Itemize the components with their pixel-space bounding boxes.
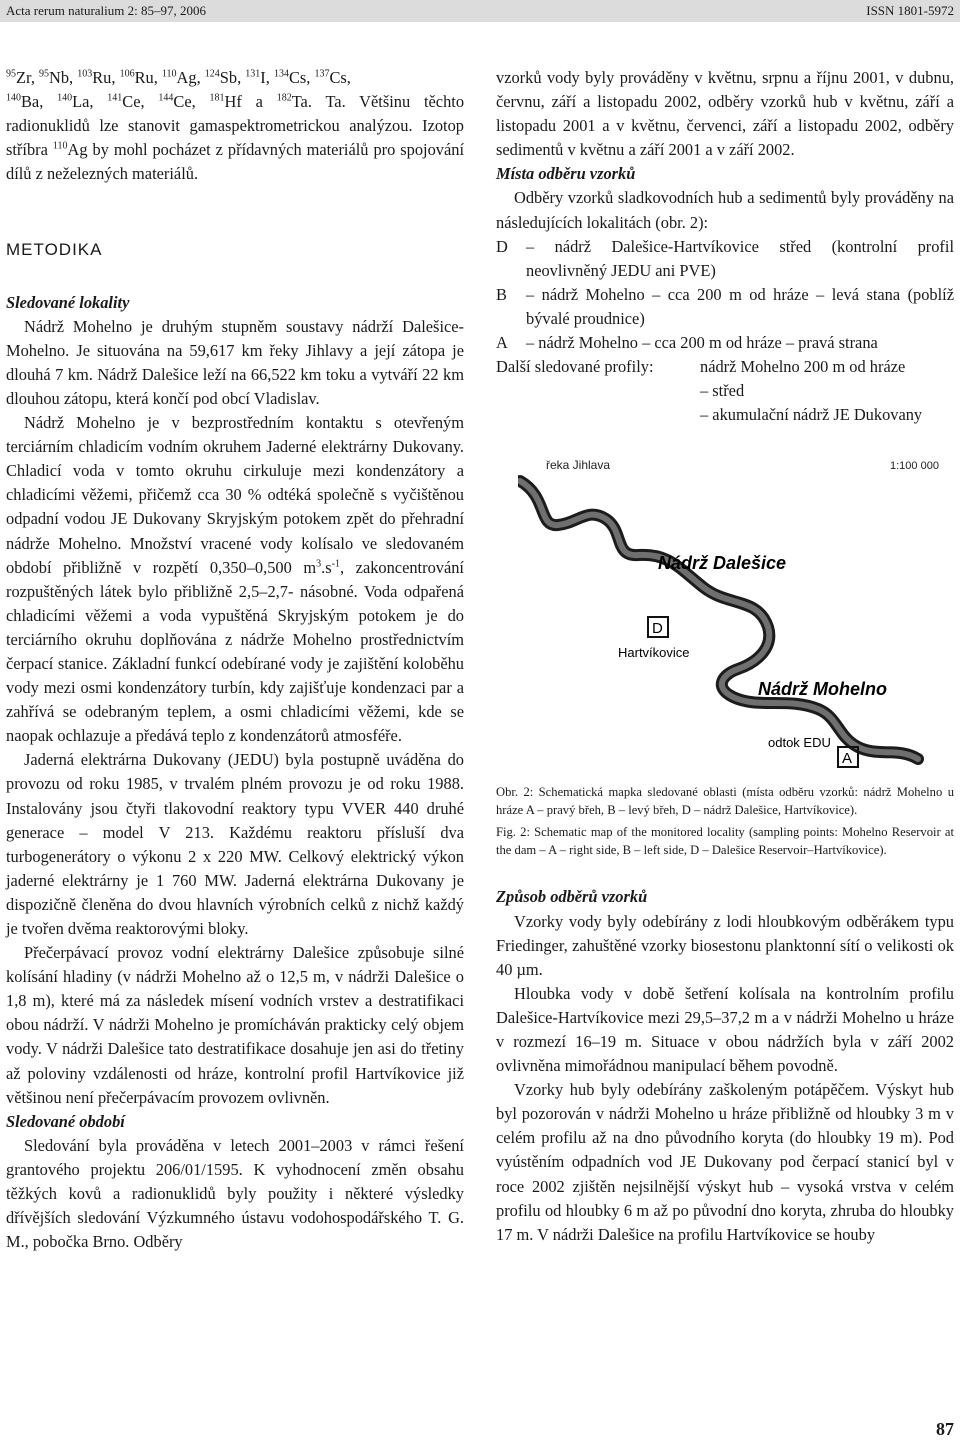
isotope-list-2 <box>6 92 312 111</box>
subheading-sampling-places: Místa odběru vzorků <box>496 164 636 184</box>
caption-en: Fig. 2: Schematic map of the monitored locality (sampling points: Mohelno Reservoir at the dam – A – right side, B – left side, D – Dalešice Reservoir–Hartvíkovice). <box>496 825 954 858</box>
subheading-period: Sledované období <box>6 1111 125 1131</box>
other-profiles: Další sledované profily: nádrž Mohelno 200 m od hráze – střed – akumulační nádrž JE Dukovany <box>496 357 923 425</box>
paragraph-water-sampling: Vzorky vody byly odebírány z lodi hloubkovým odběrákem typu Friedinger, zahuštěné vzorky biosestonu planktonní sítí o velikosti ok 40 µm. <box>496 911 954 979</box>
site-list <box>496 235 954 355</box>
label-dalesice: Nádrž Dalešice <box>658 553 787 574</box>
isotope: $^{131}$I, <box>245 68 274 87</box>
schematic-map <box>518 447 954 783</box>
isotope: $^{110}$Ag, <box>161 68 205 87</box>
page-number: 87 <box>936 1419 954 1439</box>
running-header <box>0 0 960 22</box>
isotope: $^{134}$Cs, <box>273 68 315 87</box>
site-a: A – nádrž Mohelno – cca 200 m od hráze – pravá strana <box>496 333 878 353</box>
other-profile-1: nádrž Mohelno 200 m od hráze <box>700 357 906 377</box>
paragraph-places-intro: Odběry vzorků sladkovodních hub a sedimentů byly prováděny na následujících lokalitách (obr. 2): <box>496 188 954 232</box>
marker-a: A <box>842 750 853 768</box>
isotope-paragraph: $^{95}$Zr, $^{95}$Nb, $^{103}$Ru, $^{106}$Ru, $^{110}$Ag, $^{124}$Sb, $^{131}$I, $^{134}$Cs, $^{137}$Cs, $^{140}$Ba, $^{140}$La, $^{141}$Ce, $^{144}$Ce, $^{181}$Hf a $^{182}$Ta. Ta. Většinu těchto radionuklidů lze stanovit gamaspektrometrickou analýzou. Izotop stříbra $^{110}$Ag by mohl pocházet z přídavných materiálů pro spojování dílů z neželezných materiálů. <box>6 68 465 184</box>
isotope: $^{95}$Nb, <box>39 68 78 87</box>
isotope: $^{95}$Zr, <box>6 68 40 87</box>
isotope-list-1 <box>6 68 351 87</box>
paragraph-period: Sledování byla prováděna v letech 2001–2003 v rámci řešení grantového projektu 206/01/1595. K vyhodnocení změn obsahu těžkých kovů a radionuklidů byly použity i některé výsledky dřívějších sledování Výzkumného ústavu vodohospodářského T. G. M., pobočka Brno. Odběry <box>6 1135 464 1252</box>
isotope: $^{144}$Ce, <box>158 92 210 112</box>
issn: ISSN 1801-5972 <box>866 3 954 18</box>
isotope: $^{106}$Ru, <box>119 68 162 87</box>
isotope: $^{140}$La, <box>57 92 108 112</box>
label-hartvikovice: Hartvíkovice <box>618 645 690 661</box>
paragraph-cooling: Nádrž Mohelno je v bezprostředním kontaktu s otevřeným terciárním chladicím vodním okruhem Jaderné elektrárny Dukovany. Chladicí voda v tomto okruhu cirkuluje mezi kondenzátory a chladicími věžemi, přičemž cca 30 % odtéká společně s vyčištěnou odpadní vodou JE Dukovany Skryjským potokem zpět do přehradní nádrže Mohelno. Množství vracené vody kolísalo ve sledovaném období přibližně v rozpětí 0,350–0,500 $m^3.s^{-1}$, zakoncentrování rozpuštěných látek bylo přibližně 2,5–2,7- násobné. Voda odpařená chladicími věžemi a voda vypuštěná Skryjským potokem je do terciárního okruhu doplňována z nádrže Mohelno prostřednictvím čerpací stanice. Základní funkcí odebírané vody je zajištění koloběhu vody mezi osmi kondenzátory turbín, kdy zajišťuje kondenzaci par a zahřívá se odebraným teplem, a osmi chladicími věžemi, kde se naopak ochlazuje a předává teplo z kondenzátorů atmosféře. <box>6 413 464 746</box>
site-b: B – nádrž Mohelno – cca 200 m od hráze – levá stana (poblíž bývalé proudnice) <box>496 284 954 328</box>
site-d: D – nádrž Dalešice-Hartvíkovice střed (kontrolní profil neovlivněný JEDU ani PVE) <box>496 236 954 280</box>
paragraph-sampling-dates: vzorků vody byly prováděny v květnu, srpnu a říjnu 2001, v dubnu, červnu, září a listopadu 2002, odběry vzorků hub v květnu, září a listopadu 2001 a v květnu, červenci, září a listopadu 2002, odběry sedimentů v květnu a září 2001 a v září 2002. <box>496 68 954 160</box>
other-profile-3: – akumulační nádrž JE Dukovany <box>700 405 923 425</box>
map-scale: 1:100 000 <box>890 460 939 473</box>
label-river: řeka Jihlava <box>546 458 611 473</box>
label-outflow: odtok EDU <box>768 735 831 751</box>
right-column <box>496 66 954 1247</box>
isotope: $^{137}$Cs, <box>314 68 351 87</box>
paragraph-depth: Hloubka vody v době šetření kolísala na kontrolním profilu Dalešice-Hartvíkovice mezi 29,5–37,2 m a v nádrži Mohelno u hráze v rozmezí 16–19 m. Situace v obou nádržích byla v září 2002 ovlivněna mimořádnou manipulací během povodně. <box>496 983 954 1076</box>
marker-d: D <box>652 620 663 638</box>
paragraph-pumping: Přečerpávací provoz vodní elektrárny Dalešice způsobuje silné kolísání hladiny (v nádrži Mohelno až o 12,5 m, v nádrži Dalešice o 1,8 m), které má za následek mísení vodních vrstev a destratifikaci obou nádrží. V nádrži Mohelno je promícháván prakticky celý objem vody. V nádrži Dalešice tato destratifikace dosahuje jen asi do třetiny až poloviny vzdálenosti od hráze, kontrolní profil Hartvíkovice již většinou není přečerpávacím provozem ovlivněn. <box>6 943 464 1107</box>
paragraph-jedu: Jaderná elektrárna Dukovany (JEDU) byla postupně uváděna do provozu od roku 1985, v trvalém plném provozu je od roku 1988. Instalovány jsou čtyři tlakovodní reaktory typu VVER 440 druhé generace – model V 213. Každému reaktoru přísluší dva turbogenerátory o výkonu 2 x 220 MW. Celkový elektrický výkon jaderné elektrárny je 1 760 MW. Jaderná elektrárna Dukovany je dispozičně členěna do dvou hlavních výrobních celků z nichž každý je tvořen dvěma reaktorovými bloky. <box>6 750 464 938</box>
paragraph-reservoirs: Nádrž Mohelno je druhým stupněm soustavy nádrží Dalešice-Mohelno. Je situována na 59,617 km řeky Jihlavy a její zátopa je dlouhá 7 km. Nádrž Dalešice leží na 66,522 km toku a vytváří 22 km dlouhou zátopu, která končí pod obcí Vladislav. <box>6 316 464 408</box>
isotope: $^{141}$Ce, <box>107 92 159 112</box>
isotope: $^{140}$Ba, <box>6 92 58 112</box>
journal-citation: Acta rerum naturalium 2: 85–97, 2006 <box>6 3 207 18</box>
caption-cz: Obr. 2: Schematická mapka sledované oblasti (místa odběru vzorků: nádrž Mohelno u hráze A – pravý břeh, B – levý břeh, D – nádrž Dalešice, Hartvíkovice). <box>496 785 954 818</box>
other-profile-2: – střed <box>700 381 745 401</box>
isotope: $^{124}$Sb, <box>204 68 246 87</box>
map-figure <box>518 447 954 783</box>
isotope: $^{182}$Ta. <box>276 92 312 112</box>
isotope: $^{103}$Ru, <box>77 68 120 87</box>
left-column <box>6 66 464 1254</box>
label-mohelno: Nádrž Mohelno <box>758 679 887 700</box>
isotope: $^{181}$Hf a <box>209 92 277 112</box>
subheading-sites: Sledované lokality <box>6 292 130 312</box>
section-heading-methods: METODIKA <box>6 240 103 260</box>
subheading-method: Způsob odběrů vzorků <box>496 887 648 907</box>
paragraph-sponges: Vzorky hub byly odebírány zaškoleným potápěčem. Výskyt hub byl pozorován v nádrži Mohelno u hráze přibližně od hloubky 3 m v celém profilu až na dno původního koryta (do hloubky 19 m). Pod vyústěním odpadních vod JE Dukovany pod čerpací stanicí byl v roce 2002 zjištěn nejsilnější výskyt hub – vysoká vrstva v celém profilu od hloubky 6 m až po původní dno koryta, zhruba do hloubky 17 m. V nádrži Dalešice na profilu Hartvíkovice se houby <box>496 1080 954 1244</box>
